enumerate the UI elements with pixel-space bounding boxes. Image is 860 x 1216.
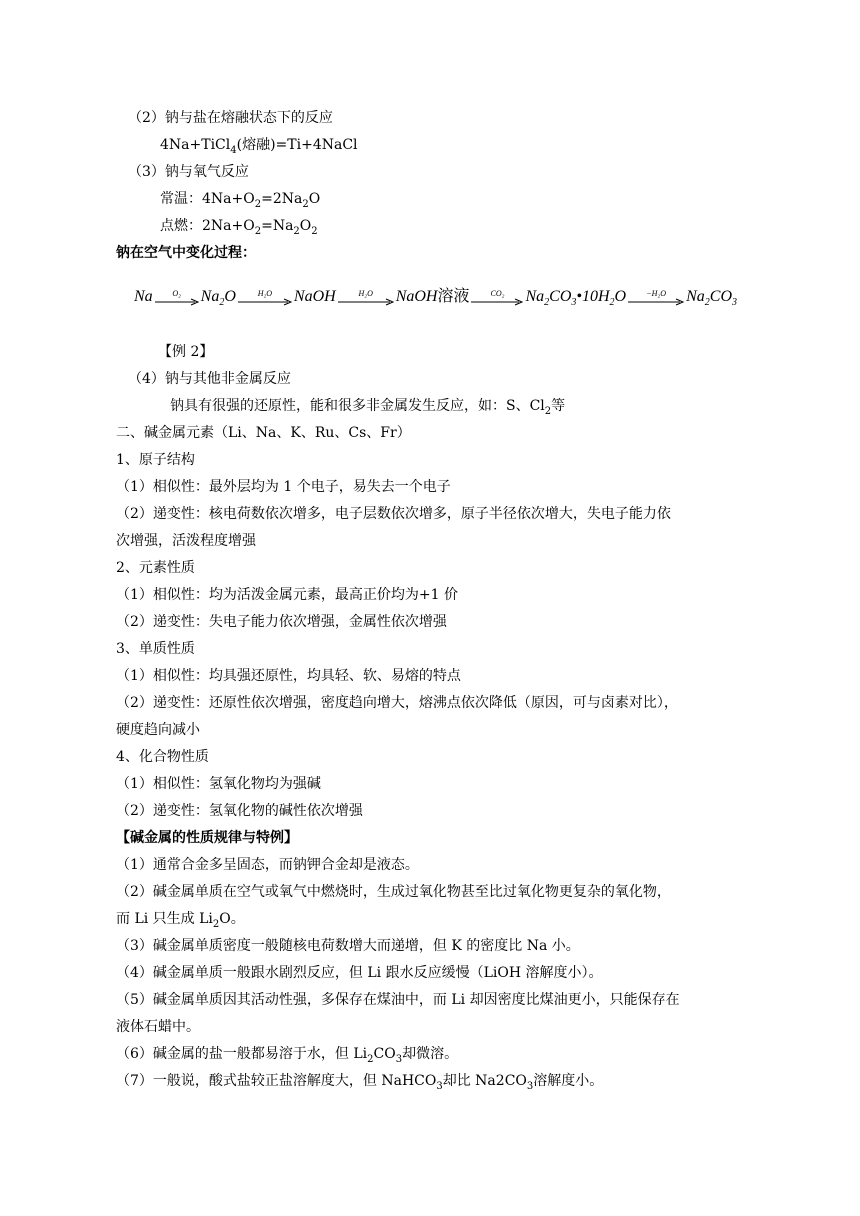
line-heading-element: 2、元素性质 — [116, 560, 195, 576]
reaction-arrow — [471, 289, 523, 306]
reaction-arrow — [155, 289, 199, 306]
line-text: （3）碱金属单质密度一般随核电荷数增大而递增，但 K 的密度比 Na 小。 — [116, 938, 580, 954]
chain-species-na: Na — [134, 288, 153, 305]
line-text: （5）碱金属单质因其活动性强，多保存在煤油中，而 Li 却因密度比煤油更小，只能保存在 — [116, 992, 680, 1008]
line-heading-oxygen: （3）钠与氧气反应 — [128, 164, 249, 180]
arrow-condition: −H₂O — [646, 289, 666, 298]
arrow-condition: H₂O — [257, 289, 273, 298]
eq-sub: 2 — [311, 226, 318, 237]
chain-species-na2co3-hydrate: $Na_2CO_3•10H_2O$ — [525, 288, 627, 308]
chain-species-naoh-solution: NaOH溶液 — [395, 286, 470, 305]
line-text: （2）递变性：氢氧化物的碱性依次增强 — [116, 803, 363, 819]
line-text: （4）碱金属单质一般跟水剧烈反应，但 Li 跟水反应缓慢（LiOH 溶解度小）。 — [116, 965, 603, 981]
line-text: 次增强，活泼程度增强 — [116, 533, 256, 549]
eq-sub: 2 — [254, 226, 262, 237]
eq-part: O — [308, 191, 321, 207]
eq-part: 4Na+TiCl — [160, 137, 231, 153]
text-part: 却比 Na2CO — [442, 1073, 527, 1089]
text-part: 溶解度小。 — [533, 1073, 604, 1089]
eq-sub: 4 — [230, 145, 237, 156]
reaction-arrow — [628, 289, 684, 306]
line-text: （1）相似性：均具强还原性，均具轻、软、易熔的特点 — [116, 668, 461, 684]
arrow-right-icon — [238, 298, 292, 306]
eq-part: O — [299, 218, 312, 234]
text-sub: 3 — [526, 1081, 534, 1092]
line-text: （1）相似性：均为活泼金属元素，最高正价均为+1 价 — [116, 587, 458, 603]
text-part: （7）一般说，酸式盐较正盐溶解度大，但 NaHCO — [116, 1073, 437, 1089]
line-text — [116, 909, 245, 929]
line-text-reducing — [170, 396, 565, 416]
line-text: 液体石蜡中。 — [116, 1019, 200, 1035]
line-text: 硬度趋向减小 — [116, 722, 200, 738]
text-sub: 3 — [395, 1054, 403, 1065]
line-heading-air-process: 钠在空气中变化过程： — [116, 245, 256, 261]
line-heading-rules: 【碱金属的性质规律与特例】 — [116, 830, 298, 846]
text-part: 等 — [551, 398, 566, 414]
line-heading-compound: 4、化合物性质 — [116, 749, 209, 765]
line-heading-simple: 3、单质性质 — [116, 641, 195, 657]
line-text: （2）递变性：还原性依次增强，密度趋向增大，熔沸点依次降低（原因，可与卤素对比）， — [116, 695, 678, 711]
line-heading-alkali: 二、碱金属元素（Li、Na、K、Ru、Cs、Fr） — [116, 425, 411, 441]
eq-part: =Na — [261, 218, 294, 234]
chain-species-na2o: $Na_2O$ — [200, 288, 236, 308]
line-text: （2）碱金属单质在空气或氧气中燃烧时，生成过氧化物甚至比过氧化物更复杂的氧化物， — [116, 884, 671, 900]
text-part: 而 Li 只生成 Li — [116, 911, 213, 927]
eq-part: 点燃：2Na+O — [160, 218, 255, 234]
line-heading-atomic: 1、原子结构 — [116, 452, 195, 468]
line-heading-salt: （2）钠与盐在熔融状态下的反应 — [128, 110, 333, 126]
line-text: （2）递变性：失电子能力依次增强，金属性依次增强 — [116, 614, 447, 630]
reaction-chain — [134, 276, 737, 306]
reaction-arrow — [238, 289, 292, 306]
text-sub: 2 — [544, 406, 552, 417]
text-sub: 2 — [367, 1054, 374, 1065]
arrow-right-icon — [338, 298, 394, 306]
arrow-right-icon — [471, 298, 523, 306]
arrow-right-icon — [628, 298, 684, 306]
line-example-label: 【例 2】 — [158, 344, 214, 360]
arrow-condition: O₂ — [172, 289, 181, 298]
text-part: 钠具有很强的还原性，能和很多非金属发生反应，如：S、Cl — [170, 398, 545, 414]
text-part: 却微溶。 — [402, 1046, 459, 1062]
arrow-condition: H₂O — [358, 289, 373, 298]
chain-species-naoh: NaOH — [293, 288, 336, 305]
line-text: （1）相似性：氢氧化物均为强碱 — [116, 776, 321, 792]
text-sub: 3 — [436, 1081, 443, 1092]
line-text — [116, 1044, 458, 1064]
text-part: （6）碱金属的盐一般都易溶于水，但 Li — [116, 1046, 368, 1062]
line-text: （1）通常合金多呈固态，而钠钾合金却是液态。 — [116, 857, 419, 873]
eq-part: (熔融)=Ti+4NaCl — [236, 137, 358, 153]
eq-part: 常温：4Na+O — [160, 191, 255, 207]
eq-sub: 2 — [254, 199, 262, 210]
eq-sub: 2 — [302, 199, 309, 210]
line-equation-room-temp — [160, 189, 320, 209]
eq-sub: 2 — [293, 226, 300, 237]
arrow-right-icon — [155, 298, 199, 306]
line-text: （2）递变性：核电荷数依次增多，电子层数依次增多，原子半径依次增大，失电子能力依 — [116, 506, 671, 522]
eq-part: =2Na — [261, 191, 303, 207]
text-part: O。 — [219, 911, 245, 927]
reaction-arrow — [338, 289, 394, 306]
chain-species-na2co3: $Na_2CO_3$ — [686, 288, 738, 308]
text-part: CO — [373, 1046, 396, 1062]
line-heading-nonmetal: （4）钠与其他非金属反应 — [128, 371, 291, 387]
line-text — [116, 1071, 603, 1091]
line-equation-ignite — [160, 216, 318, 236]
text-sub: 2 — [212, 919, 220, 930]
line-text: （1）相似性：最外层均为 1 个电子，易失去一个电子 — [116, 479, 451, 495]
line-equation-ticl4 — [160, 135, 358, 155]
arrow-condition: CO₂ — [490, 289, 505, 298]
